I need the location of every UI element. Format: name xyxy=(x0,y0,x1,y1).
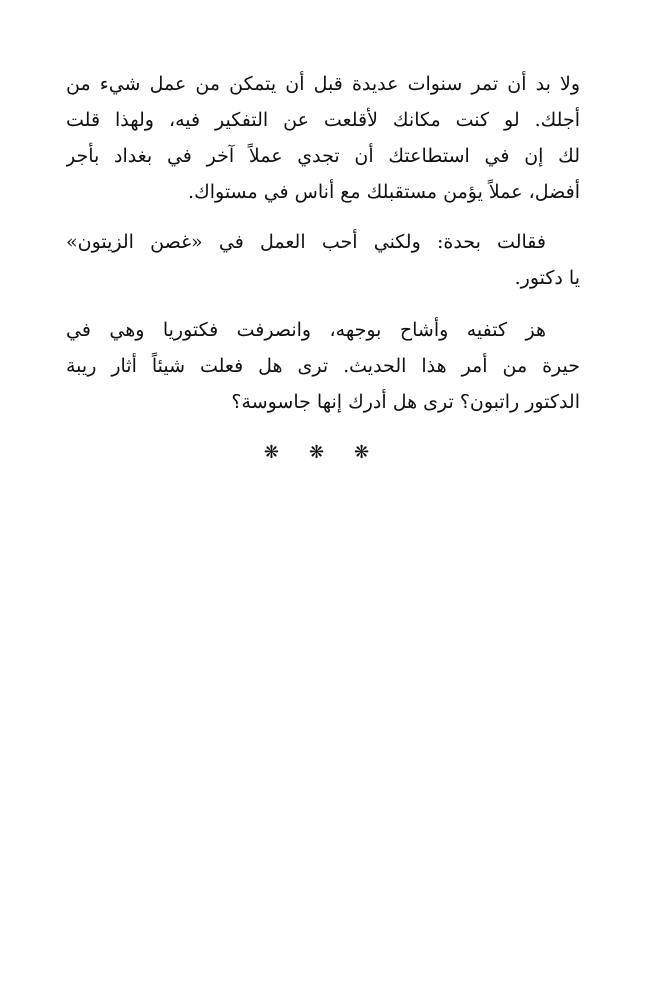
paragraph-line: الدكتور راتبون؟ ترى هل أدرك إنها جاسوسة؟ xyxy=(231,391,580,413)
paragraph-spacer xyxy=(66,296,580,312)
paragraph-line: حيرة من أمر هذا الحديث. ترى هل فعلت شيئاً أثار ريبة xyxy=(66,355,580,377)
paragraph-line: يا دكتور. xyxy=(514,267,580,289)
asterism-icon: ❋ xyxy=(308,442,343,463)
paragraph-1 xyxy=(66,66,580,210)
paragraph-line: فقالت بحدة: ولكني أحب العمل في «غصن الزيتون» xyxy=(66,231,546,253)
paragraph-line: هز كتفيه وأشاح بوجهه، وانصرفت فكتوريا وهي في xyxy=(66,319,546,341)
paragraph-2 xyxy=(66,224,580,296)
body-text xyxy=(66,66,580,420)
paragraph-line: أجلك. لو كنت مكانك لأقلعت عن التفكير فيه، ولهذا قلت xyxy=(66,109,580,131)
paragraph-line: ولا بد أن تمر سنوات عديدة قبل أن يتمكن من عمل شيء من xyxy=(66,73,580,95)
asterism-icon: ❋ xyxy=(354,442,388,463)
paragraph-line: لك إن في استطاعتك أن تجدي عملاً آخر في بغداد بأجر xyxy=(66,145,580,167)
paragraph-3 xyxy=(66,312,580,420)
paragraph-spacer xyxy=(66,210,580,224)
section-separator xyxy=(0,442,651,463)
paragraph-line: أفضل، عملاً يؤمن مستقبلك مع أناس في مستواك. xyxy=(188,181,580,203)
asterism-icon: ❋ xyxy=(263,442,297,463)
